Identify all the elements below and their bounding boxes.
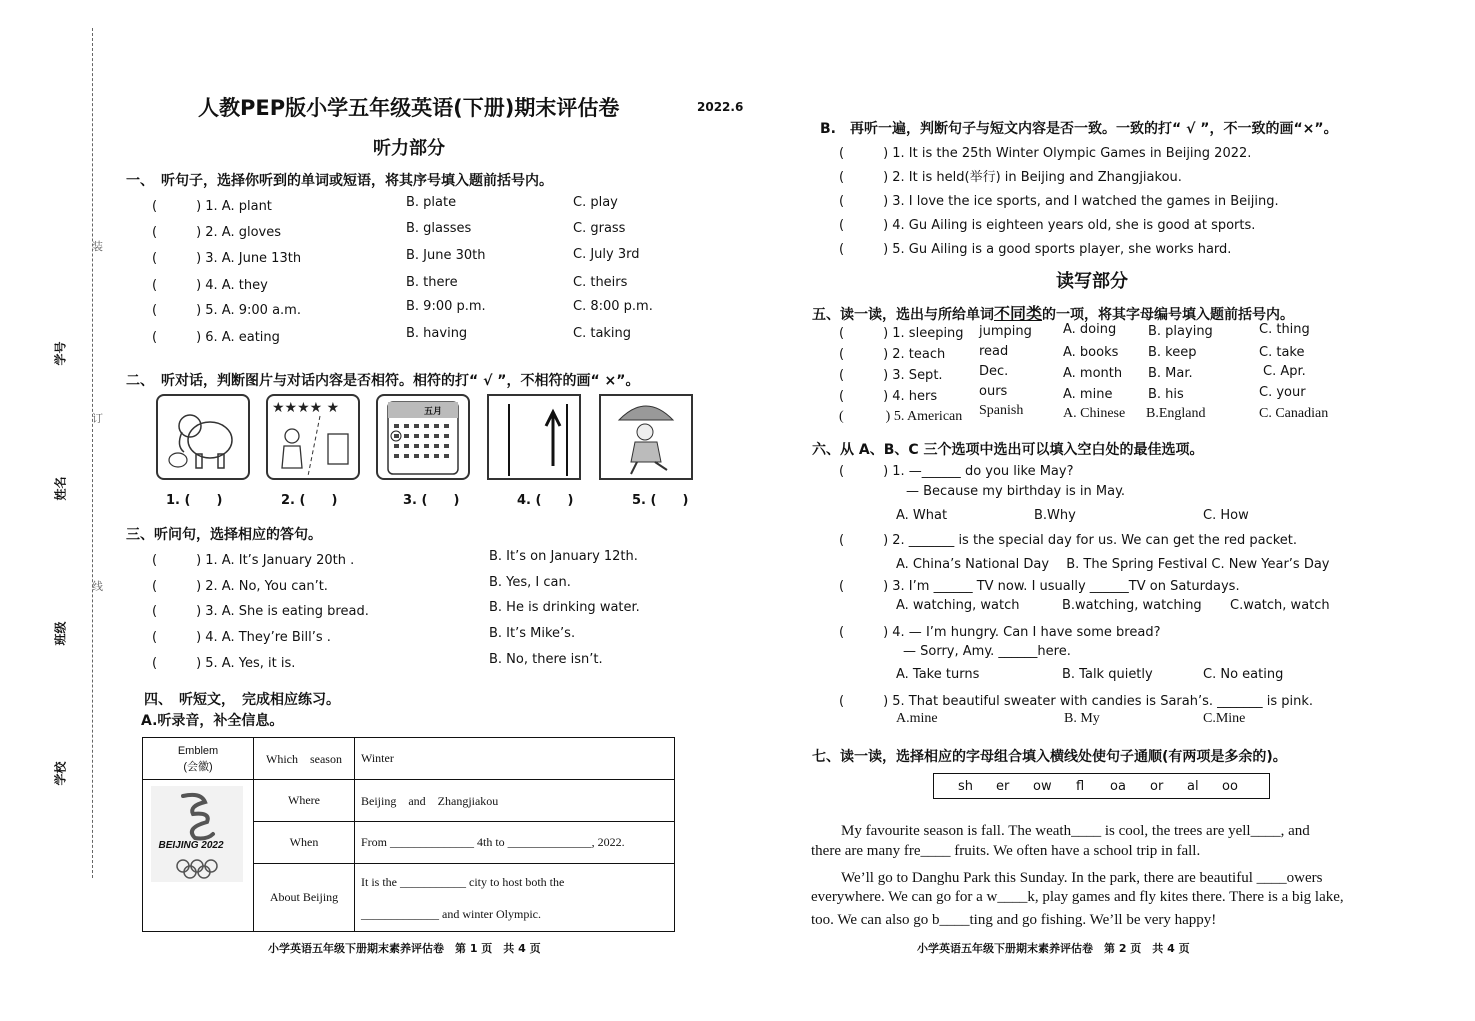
- option-c: C. July 3rd: [573, 247, 640, 262]
- passage-line: too. We can also go b____ting and go fishing. We’ll be very happy!: [811, 912, 1217, 928]
- question: ( ) 3. A. She is eating bread.: [152, 604, 369, 619]
- emblem-header-cell: [143, 738, 254, 780]
- word: ours: [979, 384, 1008, 399]
- option: A. What: [896, 508, 948, 523]
- heading-emphasis: 不同类: [994, 304, 1043, 323]
- question: ( ) 1. A. It’s January 20th .: [152, 553, 355, 568]
- beijing-2022-logo-icon: [149, 784, 245, 884]
- option: C.watch, watch: [1230, 598, 1330, 613]
- letter-option: al: [1187, 779, 1199, 794]
- letter-option: ow: [1033, 779, 1052, 794]
- option-b: B. glasses: [406, 221, 472, 236]
- about-beijing-line-2: _____________ and winter Olympic.: [361, 906, 541, 921]
- elephant-picture: [156, 394, 250, 480]
- option-b: B. It’s Mike’s.: [489, 626, 576, 641]
- option-a: A. month: [1063, 366, 1123, 381]
- question: ( ) 5. Gu Ailing is a good sports player, she works hard.: [839, 242, 1232, 257]
- option-a: A. doing: [1063, 322, 1117, 337]
- option-c: C. Canadian: [1259, 406, 1329, 421]
- elephant-icon: [158, 396, 248, 478]
- word: Dec.: [979, 364, 1009, 379]
- logo-text: BEIJING 2022: [158, 839, 224, 851]
- option-b: B. He is drinking water.: [489, 600, 640, 615]
- option-b: B. Yes, I can.: [489, 575, 571, 590]
- question: ( ) 6. A. eating: [152, 330, 280, 345]
- picture-4-answer: 4. ( ): [517, 493, 574, 508]
- letter-options-box: [933, 773, 1270, 799]
- calendar-picture: [376, 394, 470, 480]
- calendar-icon: [378, 396, 468, 478]
- footer-page-1: 小学英语五年级下册期末素养评估卷 第 1 页 共 4 页: [268, 942, 541, 955]
- exam-date: 2022.6: [697, 100, 744, 114]
- question: ( ) 2. It is held(举行) in Beijing and Zhangjiakou.: [839, 170, 1182, 185]
- option-b: B. 9:00 p.m.: [406, 299, 486, 314]
- question: ( ) 4. Gu Ailing is eighteen years old, she is good at sports.: [839, 218, 1256, 233]
- question: ( ) 5. That beautiful sweater with candies is Sarah’s. _______ is pink.: [839, 694, 1314, 709]
- question: ( ) 2. A. gloves: [152, 225, 282, 240]
- option-a: A. books: [1063, 345, 1119, 360]
- option-b: B. there: [406, 275, 458, 290]
- arrow-up-icon: [489, 396, 579, 478]
- table-value: Winter: [355, 738, 675, 780]
- word: jumping: [979, 324, 1032, 339]
- question: ( ) 3. I’m ______ TV now. I usually ______TV on Saturdays.: [839, 579, 1240, 594]
- option: A. watching, watch: [896, 598, 1020, 613]
- section-6-heading: 六、从 A、B、C 三个选项中选出可以填入空白处的最佳选项。: [812, 442, 1204, 458]
- option-b: B. his: [1148, 387, 1184, 402]
- passage-line: My favourite season is fall. The weath____ is cool, the trees are yell____, and: [811, 823, 1310, 839]
- question: ( ) 3. A. June 13th: [152, 251, 302, 266]
- hotel-stars-picture: [266, 394, 360, 480]
- option-b: B. June 30th: [406, 248, 486, 263]
- option-c: C. thing: [1259, 322, 1310, 337]
- question: ( ) 1. It is the 25th Winter Olympic Games in Beijing 2022.: [839, 146, 1252, 161]
- letter-option: oa: [1110, 779, 1126, 794]
- option-c: C. take: [1259, 345, 1305, 360]
- question-line-2: — Sorry, Amy. ______here.: [903, 644, 1071, 659]
- options: A. China’s National Day B. The Spring Festival C. New Year’s Day: [896, 557, 1330, 572]
- one-way-sign-picture: [487, 394, 581, 480]
- option: A. Take turns: [896, 667, 980, 682]
- section-1-heading: 一、 听句子，选择你听到的单词或短语，将其序号填入题前括号内。: [126, 173, 553, 189]
- svg-text:★★★★ ★: ★★★★ ★: [272, 400, 340, 416]
- option-c: C. taking: [573, 326, 632, 341]
- emblem-label: Emblem: [177, 744, 219, 757]
- letter-option: sh: [958, 779, 974, 794]
- footer-page-2: 小学英语五年级下册期末素养评估卷 第 2 页 共 4 页: [917, 942, 1190, 955]
- calendar-month: 五月: [424, 407, 443, 417]
- question: ( ) 4. hers: [839, 389, 938, 404]
- option: C. No eating: [1203, 667, 1284, 682]
- option-a: A. Chinese: [1063, 406, 1126, 421]
- question: ( ) 2. A. No, You can’t.: [152, 579, 328, 594]
- option-b: B. No, there isn’t.: [489, 652, 603, 667]
- option-c: C. play: [573, 195, 618, 210]
- letter-option: or: [1150, 779, 1164, 794]
- emblem-cell: [143, 780, 254, 932]
- picture-2-answer: 2. ( ): [281, 493, 338, 508]
- option-b: B. Mar.: [1148, 366, 1193, 381]
- table-key: Where: [254, 780, 355, 822]
- question: ( ) 4. A. They’re Bill’s .: [152, 630, 331, 645]
- question: ( ) 1. sleeping: [839, 326, 964, 341]
- question: ( ) 4. — I’m hungry. Can I have some bread?: [839, 625, 1161, 640]
- option: B.Why: [1034, 508, 1076, 523]
- passage-line: there are many fre____ fruits. We often have a school trip in fall.: [811, 843, 1201, 859]
- binding-char: 订: [92, 412, 103, 425]
- section-4-heading: 四、 听短文， 完成相应练习。: [144, 692, 340, 708]
- question: ( ) 3. Sept.: [839, 368, 943, 383]
- table-key: Which season: [254, 738, 355, 780]
- option-c: C. your: [1259, 385, 1306, 400]
- page-title: 人教PEP版小学五年级英语(下册)期末评估卷: [198, 96, 620, 120]
- option: A.mine: [896, 711, 938, 726]
- option-a: A. mine: [1063, 387, 1113, 402]
- option-c: C. grass: [573, 221, 626, 236]
- option: C.Mine: [1203, 711, 1246, 726]
- word: Spanish: [979, 403, 1024, 418]
- question: ( ) 5. American: [839, 409, 963, 424]
- option: C. How: [1203, 508, 1249, 523]
- letter-option: er: [996, 779, 1010, 794]
- section-3-heading: 三、听问句，选择相应的答句。: [126, 527, 322, 543]
- table-value: From ______________ 4th to ______________, 2022.: [355, 822, 675, 864]
- table-value: [355, 864, 675, 932]
- option-b: B. having: [406, 326, 468, 341]
- reading-writing-title: 读写部分: [1056, 271, 1128, 292]
- section-4a-heading: A.听录音，补全信息。: [141, 713, 284, 729]
- question: ( ) 2. _______ is the special day for us. We can get the red packet.: [839, 533, 1298, 548]
- question: ( ) 1. —______ do you like May?: [839, 464, 1074, 479]
- picture-1-answer: 1. ( ): [166, 493, 223, 508]
- binding-char: 装: [92, 240, 103, 253]
- letter-option: fl: [1076, 779, 1085, 794]
- umbrella-icon: [601, 396, 691, 478]
- option-c: C. theirs: [573, 275, 628, 290]
- passage-line: everywhere. We can go for a w____k, play games and fly kites there. There is a big lake,: [811, 889, 1344, 905]
- passage-line: We’ll go to Danghu Park this Sunday. In the park, there are beautiful ____owers: [811, 870, 1323, 886]
- girl-umbrella-picture: [599, 394, 693, 480]
- section-2-heading: 二、 听对话，判断图片与对话内容是否相符。相符的打“ √ ”，不相符的画“ ×”。: [126, 373, 640, 389]
- table-key: About Beijing: [254, 864, 355, 932]
- question-line-2: — Because my birthday is in May.: [906, 484, 1126, 499]
- section-5-heading: [812, 301, 1294, 324]
- letter-option: oo: [1222, 779, 1238, 794]
- option-c: C. 8:00 p.m.: [573, 299, 653, 314]
- option: B. Talk quietly: [1062, 667, 1153, 682]
- class-label: 班级: [53, 621, 68, 646]
- table-key: When: [254, 822, 355, 864]
- table-value: Beijing and Zhangjiakou: [355, 780, 675, 822]
- section-7-heading: 七、读一读，选择相应的字母组合填入横线处使句子通顺(有两项是多余的)。: [812, 749, 1287, 765]
- emblem-cn-label: (会徽): [183, 760, 213, 773]
- student-number-label: 学号: [53, 341, 68, 366]
- olympics-info-table: [142, 737, 675, 932]
- heading-part: 五、读一读，选出与所给单词: [812, 307, 994, 323]
- option: B. My: [1064, 711, 1100, 726]
- binding-line: [92, 28, 93, 878]
- option-b: B. keep: [1148, 345, 1197, 360]
- question: ( ) 4. A. they: [152, 278, 268, 293]
- option-b: B. playing: [1148, 324, 1213, 339]
- option-b: B. It’s on January 12th.: [489, 549, 638, 564]
- school-label: 学校: [53, 761, 68, 786]
- question: ( ) 3. I love the ice sports, and I watched the games in Beijing.: [839, 194, 1279, 209]
- about-beijing-line-1: It is the ___________ city to host both the: [361, 874, 565, 889]
- heading-part: 的一项，将其字母编号填入题前括号内。: [1042, 307, 1295, 323]
- question: ( ) 5. A. Yes, it is.: [152, 656, 296, 671]
- question: ( ) 1. A. plant: [152, 199, 272, 214]
- question: ( ) 2. teach: [839, 347, 946, 362]
- option-c: C. Apr.: [1263, 364, 1306, 379]
- name-label: 姓名: [53, 476, 68, 501]
- word: read: [979, 344, 1009, 359]
- option-b: B.England: [1146, 406, 1206, 421]
- question: ( ) 5. A. 9:00 a.m.: [152, 303, 301, 318]
- binding-char: 线: [92, 580, 103, 593]
- option: B.watching, watching: [1062, 598, 1202, 613]
- picture-5-answer: 5. ( ): [632, 493, 689, 508]
- picture-3-answer: 3. ( ): [403, 493, 460, 508]
- section-4b-heading: B. 再听一遍，判断句子与短文内容是否一致。一致的打“ √ ”，不一致的画“×”。: [820, 121, 1338, 137]
- option-b: B. plate: [406, 195, 457, 210]
- listening-title: 听力部分: [373, 138, 445, 159]
- stars-icon: [268, 396, 358, 478]
